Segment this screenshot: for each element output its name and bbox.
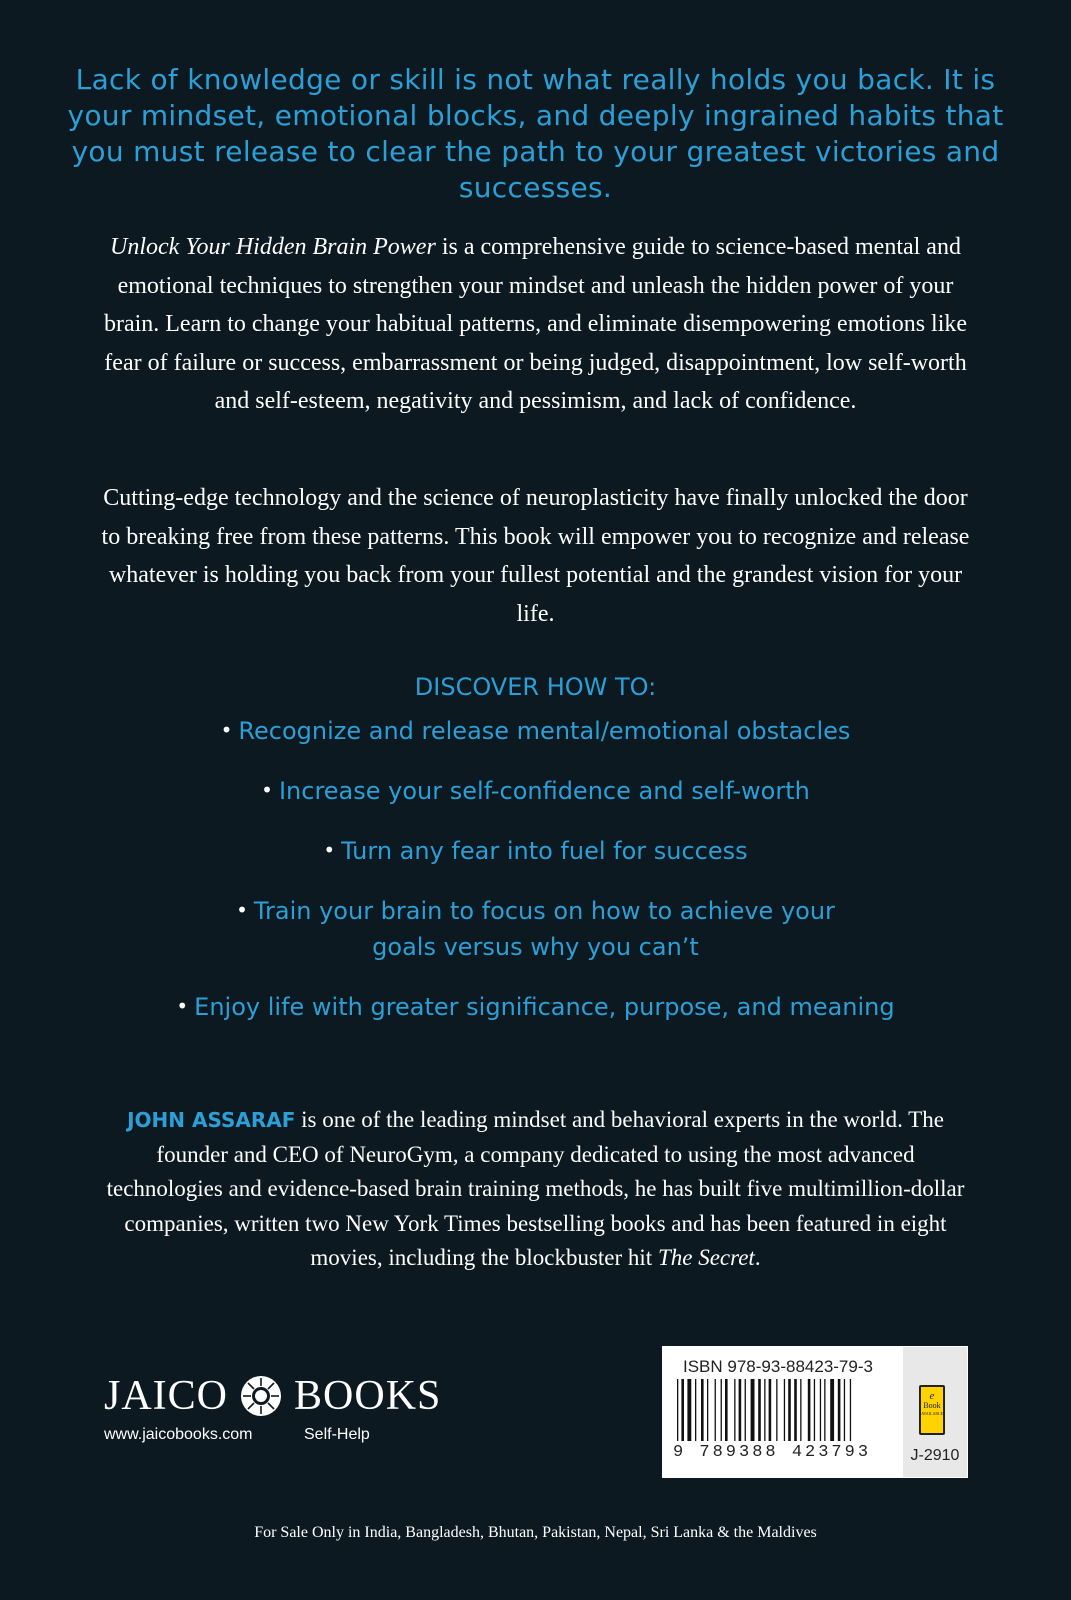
list-item xyxy=(60,988,1011,1025)
barcode-bar xyxy=(788,1379,791,1441)
barcode-bar xyxy=(769,1379,772,1441)
ebook-badge-note: AVAILABLE xyxy=(921,1411,943,1416)
barcode-bar xyxy=(830,1379,834,1441)
jaico-sun-logo-icon xyxy=(240,1375,282,1417)
barcode-bar xyxy=(739,1379,742,1441)
barcode-bar xyxy=(820,1379,821,1441)
barcode-bar xyxy=(814,1379,815,1441)
description-paragraph-1 xyxy=(100,228,971,421)
bio-text-end: . xyxy=(754,1245,761,1270)
barcode-bar xyxy=(824,1379,825,1441)
publisher-name-left: JAICO xyxy=(104,1373,229,1419)
barcode-bar xyxy=(725,1379,728,1441)
publisher-name-right: BOOKS xyxy=(294,1373,442,1419)
barcode-bar xyxy=(850,1379,851,1441)
barcode-bar xyxy=(707,1379,708,1441)
bullet-icon: • xyxy=(261,778,273,802)
list-item xyxy=(60,712,1011,749)
movie-title: The Secret xyxy=(657,1245,755,1270)
barcode-bar xyxy=(800,1379,801,1441)
author-bio xyxy=(100,1103,971,1276)
barcode-bar xyxy=(715,1379,716,1441)
barcode-bar xyxy=(776,1379,777,1441)
book-title: Unlock Your Hidden Brain Power xyxy=(110,234,436,260)
barcode-bar xyxy=(687,1379,691,1441)
barcode-bar xyxy=(808,1379,811,1441)
bullet-icon: • xyxy=(220,718,233,742)
barcode-bar xyxy=(734,1379,735,1441)
discover-heading: DISCOVER HOW TO: xyxy=(414,673,657,701)
isbn-label: ISBN 978-93-88423-79-3 xyxy=(683,1357,873,1376)
publisher-url: www.jaicobooks.com xyxy=(104,1426,253,1443)
publisher-logo xyxy=(104,1372,441,1420)
list-item xyxy=(60,772,1011,809)
barcode-bar xyxy=(764,1379,765,1441)
barcode-bar xyxy=(721,1379,722,1441)
barcode-bar xyxy=(838,1379,841,1441)
list-item-text: Turn any fear into fuel for success xyxy=(341,837,748,865)
barcode-digits: 9 789388 423793 xyxy=(673,1443,872,1462)
bullet-icon: • xyxy=(323,838,336,862)
barcode-bar xyxy=(758,1379,761,1441)
ebook-badge-book: Book xyxy=(923,1401,941,1410)
ebook-available-icon xyxy=(919,1385,945,1435)
bullet-icon: • xyxy=(236,898,248,922)
author-name: JOHN ASSARAF xyxy=(127,1108,296,1132)
list-item-text: Enjoy life with greater significance, purpose, and meaning xyxy=(194,993,895,1021)
barcode-bar xyxy=(677,1379,678,1441)
list-item xyxy=(60,832,1011,869)
barcode-graphic xyxy=(673,1379,885,1443)
discover-list xyxy=(60,712,1011,1048)
barcode-bar xyxy=(784,1379,785,1441)
list-item-text: Train your brain to focus on how to achieve your goals versus why you can’t xyxy=(253,897,835,961)
description-paragraph-2: Cutting-edge technology and the science of neuroplasticity have finally unlocked the door to breaking free from these patterns. This book will empower you to recognize and release whatever is holding you back from your fullest potential and the grandest vision for your life. xyxy=(101,485,970,627)
bullet-icon: • xyxy=(176,994,189,1018)
catalog-code-panel xyxy=(903,1347,967,1477)
barcode-bar xyxy=(794,1379,797,1441)
list-item-text: Recognize and release mental/emotional obstacles xyxy=(238,717,851,745)
description-text-1: is a comprehensive guide to science-based mental and emotional techniques to strengthen your mindset and unleash the hidden power of your brain. Learn to change your habitual patterns, and eliminate disempowering emotions like fear of failure or success, embarrassment or being judged, disappointment, low self-worth and self-esteem, negativity and pessimism, and lack of confidence. xyxy=(103,234,968,414)
catalog-code: J-2910 xyxy=(910,1447,960,1464)
headline: Lack of knowledge or skill is not what really holds you back. It is your mindset, emotional blocks, and deeply ingrained habits that you must release to clear the path to your greatest victories and successes. xyxy=(67,63,1004,204)
sale-territory-note: For Sale Only in India, Bangladesh, Bhutan, Pakistan, Nepal, Sri Lanka & the Maldives xyxy=(254,1524,817,1541)
list-item xyxy=(60,892,1011,965)
barcode-bar xyxy=(751,1379,755,1441)
barcode-bar xyxy=(701,1379,704,1441)
barcode-bar xyxy=(745,1379,746,1441)
barcode-bar xyxy=(681,1379,684,1441)
ebook-badge-e: e xyxy=(929,1390,935,1402)
bio-text: is one of the leading mindset and behavioral experts in the world. The founder and CEO of NeuroGym, a company dedicated to using the most advanced technologies and evidence-based brain training methods, he has built five multimillion-dollar companies, written two New York Times bestselling books and has been featured in eight movies, including the blockbuster hit xyxy=(106,1107,965,1270)
genre-label: Self-Help xyxy=(304,1426,370,1443)
list-item-text: Increase your self-confidence and self-worth xyxy=(278,777,810,805)
barcode-bar xyxy=(695,1379,696,1441)
barcode-panel xyxy=(662,1346,968,1478)
barcode-bar xyxy=(844,1379,845,1441)
